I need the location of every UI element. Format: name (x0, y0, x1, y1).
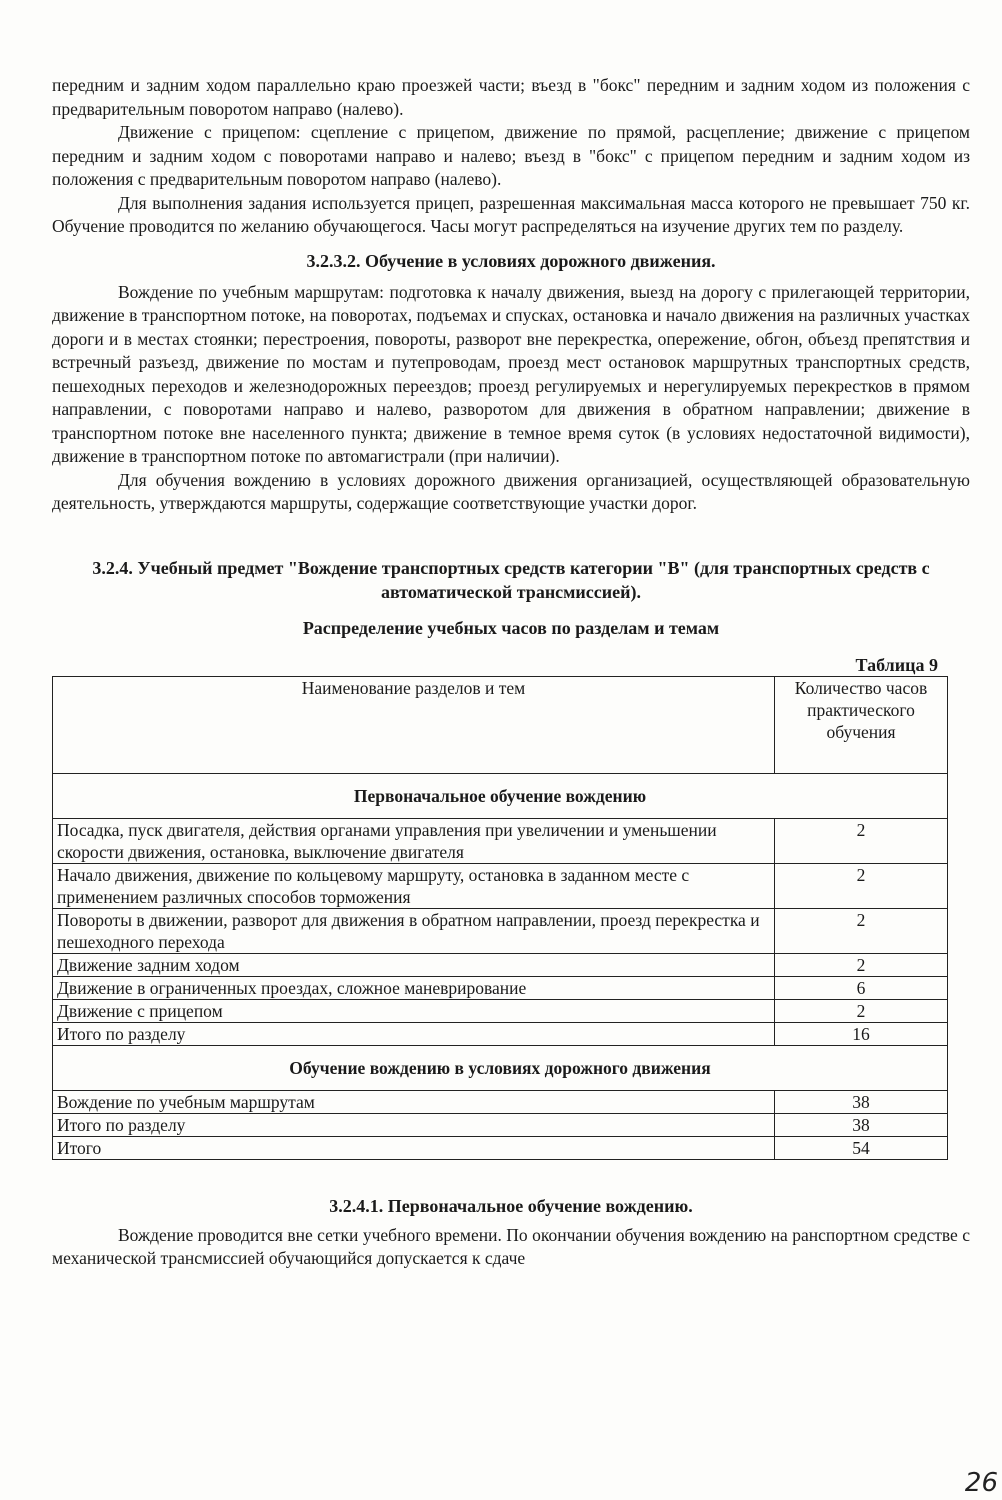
header-name: Наименование разделов и тем (53, 676, 775, 773)
section-title: Обучение вождению в условиях дорожного движения (53, 1045, 948, 1090)
table-row (53, 999, 948, 1022)
table-row (53, 1090, 948, 1113)
table-row (53, 976, 948, 999)
topic-cell: Движение в ограниченных проездах, сложное маневрирование (53, 976, 775, 999)
topic-cell: Начало движения, движение по кольцевому маршруту, остановка в заданном месте с применением различных способов торможения (53, 863, 775, 908)
hours-cell: 2 (775, 999, 948, 1022)
topic-cell: Итого по разделу (53, 1022, 775, 1045)
section-heading: 3.2.4. Учебный предмет "Вождение транспортных средств категории "B" (для транспортных средств с автоматической трансмиссией). (92, 557, 930, 602)
topic-cell: Вождение по учебным маршрутам (53, 1090, 775, 1113)
hours-cell: 2 (775, 863, 948, 908)
topic-cell: Движение задним ходом (53, 953, 775, 976)
paragraph: Вождение проводится вне сетки учебного времени. По окончании обучения вождению на ранспортном средстве с механической трансмиссией обучающийся допускается к сдаче (52, 1224, 970, 1268)
hours-cell: 16 (775, 1022, 948, 1045)
paragraph: Для обучения вождению в условиях дорожного движения организацией, осуществляющей образовательную деятельность, утверждаются маршруты, содержащие соответствующие участки дорог. (52, 469, 970, 513)
paragraph: Движение с прицепом: сцепление с прицепом, движение по прямой, расцепление; движение с прицепом передним и задним ходом с поворотами направо и налево; въезд в "бокс" с прицепом передним и задним ходом из положения с предварительным поворотом направо (налево). (52, 122, 970, 189)
topic-cell: Итого (53, 1136, 775, 1159)
subsection-heading: 3.2.4.1. Первоначальное обучение вождению. (329, 1195, 693, 1216)
table-section-row (53, 773, 948, 818)
paragraph: передним и задним ходом параллельно краю проезжей части; въезд в "бокс" передним и задним ходом из положения с предварительным поворотом направо (налево). (52, 75, 970, 119)
hours-cell: 2 (775, 818, 948, 863)
header-hours: Количество часов практического обучения (775, 676, 948, 773)
table-row (53, 1022, 948, 1045)
table-row (53, 908, 948, 953)
subsection-heading: 3.2.3.2. Обучение в условиях дорожного движения. (306, 250, 716, 271)
hours-cell: 2 (775, 908, 948, 953)
table-caption: Таблица 9 (855, 654, 938, 675)
table-row (53, 863, 948, 908)
table-row (53, 953, 948, 976)
table-row (53, 1136, 948, 1159)
paragraph: Для выполнения задания используется прицеп, разрешенная максимальная масса которого не превышает 750 кг. Обучение проводится по желанию обучающегося. Часы могут распределяться на изучение других тем по разделу. (52, 192, 970, 236)
topic-cell: Движение с прицепом (53, 999, 775, 1022)
page-number: 26 (964, 1468, 998, 1498)
paragraph: Вождение по учебным маршрутам: подготовка к началу движения, выезд на дорогу с прилегающей территории, движение в транспортном потоке, на поворотах, подъемах и спусках, остановка и начало движения на различных участках дороги и в местах стоянки; перестроения, повороты, разворот вне перекрестка, опережение, обгон, объезд препятствия и встречный разъезд, движение по мостам и путепроводам, проезд мест остановок маршрутных транспортных средств, пешеходных переходов и железнодорожных переездов; проезд регулируемых и нерегулируемых перекрестков в прямом направлении, с поворотами направо и налево, разворотом для движения в обратном направлении; движение в транспортном потоке вне населенного пункта; движение в темное время суток (в условиях недостаточной видимости), движение в транспортном потоке по автомагистрали (при наличии). (52, 281, 970, 466)
hours-cell: 2 (775, 953, 948, 976)
section-title: Первоначальное обучение вождению (53, 773, 948, 818)
topic-cell: Итого по разделу (53, 1113, 775, 1136)
table-row (53, 1113, 948, 1136)
document-page (52, 74, 970, 1271)
hours-cell: 38 (775, 1090, 948, 1113)
hours-cell: 6 (775, 976, 948, 999)
topic-cell: Посадка, пуск двигателя, действия органами управления при увеличении и уменьшении скорости движения, остановка, выключение двигателя (53, 818, 775, 863)
table-section-row (53, 1045, 948, 1090)
topic-cell: Повороты в движении, разворот для движения в обратном направлении, проезд перекрестка и пешеходного перехода (53, 908, 775, 953)
hours-cell: 54 (775, 1136, 948, 1159)
table-row (53, 818, 948, 863)
hours-cell: 38 (775, 1113, 948, 1136)
distribution-heading: Распределение учебных часов по разделам и темам (302, 617, 720, 638)
hours-table (52, 676, 948, 1160)
table-header-row (53, 676, 948, 773)
